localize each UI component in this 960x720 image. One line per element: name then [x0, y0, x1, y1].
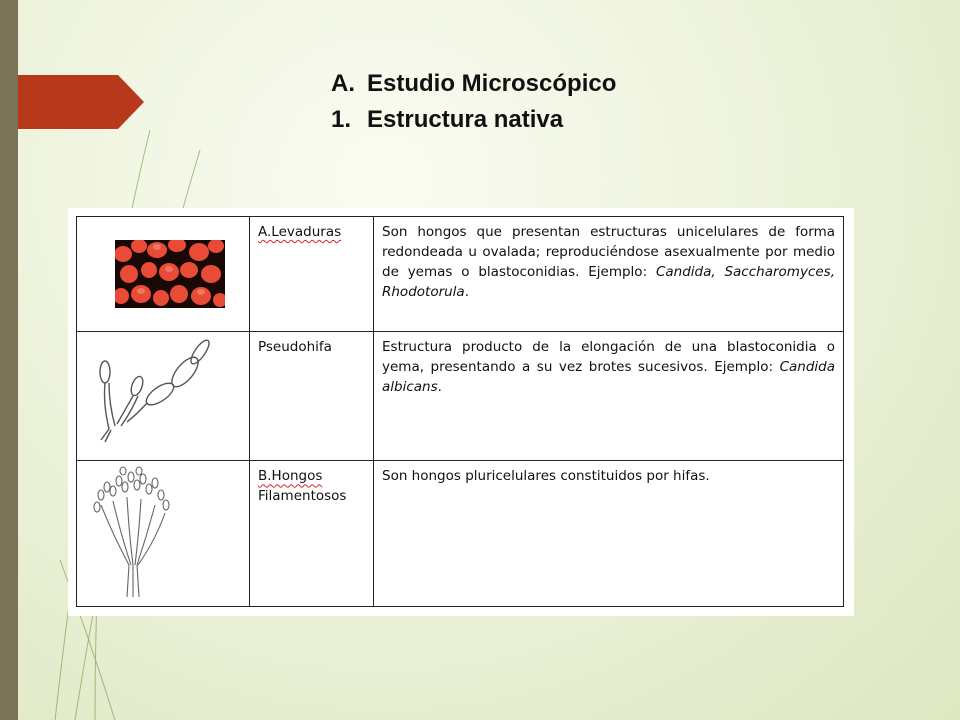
table-row: [77, 217, 844, 332]
heading-marker-1: 1.: [331, 106, 352, 133]
row-description-end: .: [464, 284, 470, 300]
row-example: Candida, Saccharomyces, Rhodotorula: [382, 264, 835, 300]
table-cell-description: [374, 332, 844, 461]
filamentous-fungus-drawing-icon: [93, 465, 173, 599]
slide-heading: [331, 66, 616, 138]
row-label-hongos: B.Hongos: [258, 468, 323, 485]
table-cell-image: [77, 217, 250, 332]
fungi-table-image: [68, 208, 854, 616]
row-label-filamentosos: Filamentosos: [258, 488, 347, 505]
heading-marker-a: A.: [331, 70, 355, 97]
pseudohypha-drawing-icon: [93, 334, 213, 452]
row-description-end: .: [437, 379, 442, 396]
row-label-pseudohifa: Pseudohifa: [258, 339, 332, 356]
table-cell-name: [250, 461, 374, 607]
fungi-table: [76, 216, 844, 607]
row-description: Son hongos que presentan estructuras unicelulares de forma redondeada u ovalada; reproduciéndose asexualmente por medio de yemas o blastoconidias. Ejemplo:: [382, 224, 835, 280]
table-cell-description: [374, 461, 844, 607]
row-description: Estructura producto de la elongación de una blastoconidia o yema, presentando a su vez brotes sucesivos. Ejemplo:: [382, 339, 835, 376]
row-example: Candida albicans: [382, 359, 835, 396]
table-cell-description: [374, 217, 844, 332]
row-description: Son hongos pluricelulares constituidos por hifas.: [382, 468, 710, 485]
table-row: [77, 332, 844, 461]
table-row: [77, 461, 844, 607]
heading-title: Estudio Microscópico: [367, 70, 617, 97]
table-cell-name: [250, 332, 374, 461]
table-cell-name: [250, 217, 374, 332]
heading-subtitle: Estructura nativa: [367, 106, 564, 133]
table-cell-image: [77, 332, 250, 461]
yeast-cells-micrograph-icon: [115, 240, 225, 308]
arrow-shape: [18, 75, 144, 129]
table-cell-image: [77, 461, 250, 607]
row-label-levaduras: A.Levaduras: [258, 224, 342, 240]
